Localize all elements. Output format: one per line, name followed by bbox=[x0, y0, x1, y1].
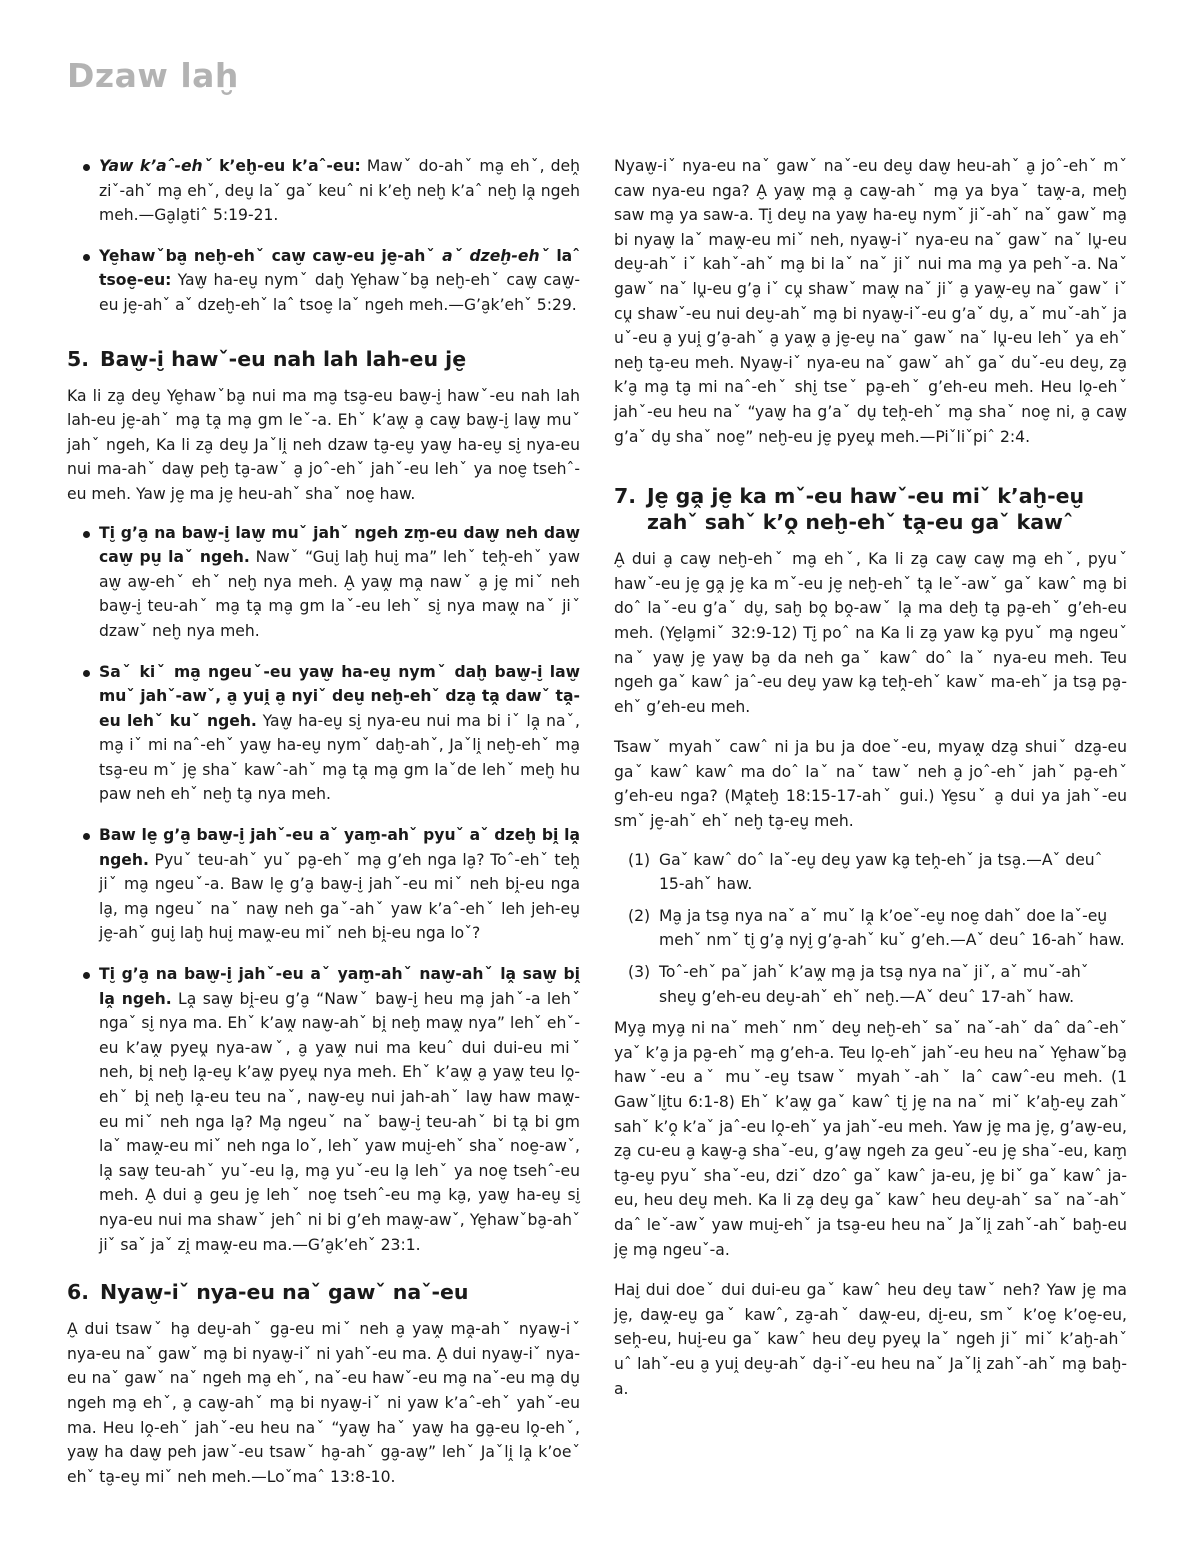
bullet-lead-bold: Baw le̮ g’a̮ baw̮-i̮ jahˇ-eu aˇ yam̮-ahˇ pyuˇ aˇ dzeḫ bi̭ la̭ ngeh. bbox=[99, 826, 580, 869]
section-title: Nyaw̮-iˇ nya-eu naˇ gawˇ naˇ-eu bbox=[100, 1280, 469, 1305]
bullet-lead-bold: k’eḫ-eu k’aˆ-eu: bbox=[212, 157, 361, 175]
numbered-step bbox=[614, 960, 1127, 1009]
numbered-steps bbox=[614, 848, 1127, 1010]
bullet-lead-italic: aˇ dzeḫ-ehˇ bbox=[435, 246, 550, 265]
bullet-text: Yaw̮ ha-eu̮ si̮ nya-eu nui ma bi iˇ la̭ naˇ, ma̮ iˇ mi naˆ-ehˇ yaw̮ ha-eu̮ nymˇ daḫ-ahˇ, Jaˇli̭ neḫ-ehˇ ma̮ tsa̮-eu mˇ je̮ shaˇ kawˆ-ahˇ ma̮ ta̭ ma̮ gm laˇde lehˇ meḫ hu paw neh ehˇ neḫ ta̮ nya meh. bbox=[99, 711, 580, 804]
bullet-text: Mawˇ do-ahˇ ma̮ ehˇ, deh̭ ziˇ-ahˇ ma̮ ehˇ, deu̮ laˇ gaˇ keuˆ ni k’eḫ neḫ k’aˆ neḫ la̭ ngeh meh.—Ga̮la̮tiˆ 5:19-21. bbox=[99, 157, 581, 225]
section-7-paragraph-4: Hai̮ dui doeˇ dui dui-eu gaˇ kawˆ heu deu̮ tawˇ neh? Yaw je̮ ma je̮, daw̭-eu̮ gaˇ kawˆ, za̮-ahˇ daw̭-eu, di̮-eu, smˇ k’oe̮ k’oe̮-eu, seh̭-eu, hui̮-eu gaˇ kawˆ heu deu̮ pyeṷ laˇ ngeh jiˇ miˇ k’aḫ-ahˇ uˆ lahˇ-eu a̮ yui̭ deu̮-ahˇ da̮-iˇ-eu heu naˇ Jaˇli̭ zahˇ-ahˇ ma̮ baḫ-a. bbox=[614, 1281, 1127, 1398]
numbered-step bbox=[614, 848, 1127, 897]
numbered-step bbox=[614, 904, 1127, 953]
bullet-lead-bold: Ti̮ g’a̮ na baw̮-i̮ law̮ muˇ jahˇ ngeh zm̮-eu daw̮ neh daw̮ caw̮ pu̮ laˇ ngeh. bbox=[99, 523, 580, 567]
bullet-item bbox=[67, 244, 580, 318]
step-text: Toˆ-ehˇ paˇ jahˇ k’aw̭ ma̮ ja tsa̮ nya naˇ jiˇ, aˇ muˇ-ahˇ sheu̮ g’eh-eu deu̮-ahˇ ehˇ neḫ.—Aˇ deuˆ 17-ahˇ haw. bbox=[659, 963, 1089, 1006]
section-title-line: zahˇ sahˇ k’o̭ neḫ-ehˇ ta̭-eu gaˇ kawˆ bbox=[647, 510, 1074, 535]
step-text: Ma̮ ja tsa̮ nya naˇ aˇ muˇ la̭ k’oeˇ-eu̮ noe̮ dahˇ doe laˇ-eu̮ mehˇ nmˇ ti̮ g’a̮ nyi̮ g’a̮-ahˇ kuˇ g’eh.—Aˇ deuˆ 16-ahˇ haw. bbox=[659, 906, 1125, 950]
section-title-line: Je̮ ga̭ je̮ ka mˇ-eu hawˇ-eu miˇ k’aḫ-eu̮ bbox=[647, 484, 1085, 509]
left-column bbox=[67, 150, 580, 1489]
bullet-item bbox=[67, 154, 580, 228]
section-7-paragraph-3: Mya̮ mya̮ ni naˇ mehˇ nmˇ deu̮ neḫ-ehˇ saˇ naˇ-ahˇ daˆ daˆ-ehˇ yaˇ k’a̮ ja pa̮-ehˇ ma̮ g’eh-a. Teu lo̭-ehˇ jahˇ-eu heu naˇ Ye̮hawˇba̮ hawˇ-eu aˇ muˇ-eu̮ tsawˇ myahˇ-ahˇ laˆ cawˆ-eu meh. (1 Gawˇli̮tu 6:1-8) Ehˇ k’aw̭ gaˇ kawˆ ti̮ je̮ na naˇ miˇ k’aḫ-eu̮ zahˇ sahˇ k’o̭ k’aˇ jaˆ-eu lo̭-ehˇ ya jahˇ-eu meh. Yaw je̮ ma je̮, g’aw̮-eu, za̮ cu-eu a̮ kaw̮-a̮ shaˇ-eu, g’aw̮ ngeh za geuˇ-eu je̮ shaˇ-eu, kam̮ ta̮-eu̮ pyuˇ shaˇ-eu, dziˇ dzoˆ gaˇ kawˆ ja-eu, je̮ biˇ gaˇ kawˆ ja-eu, heu deu̮ meh. Ka li za̮ deu̮ gaˇ kawˆ heu deu̮-ahˇ saˇ naˇ-ahˇ daˆ leˇ-awˇ yaw mui̮-ehˇ ja tsa̮-eu heu naˇ Jaˇli̭ zahˇ-ahˇ baḫ-eu je̮ ma̮ ngeuˇ-a. bbox=[614, 1019, 1127, 1259]
step-number: (1) bbox=[628, 850, 651, 869]
section-number: 5. bbox=[67, 346, 90, 371]
intro-bullet-list bbox=[67, 154, 580, 318]
section-7-paragraph-1: A̮ dui a̮ caw̮ neḫ-ehˇ ma̮ ehˇ, Ka li za̮ caw̮ caw̮ ma̮ ehˇ, pyuˇ hawˇ-eu je̮ ga̭ je̮ ka mˇ-eu je̮ neḫ-ehˇ ta̭ leˇ-awˇ gaˇ kawˆ ma̮ bi doˆ laˇ-eu g’aˇ du̮, saḫ bo̭ bo̭-awˇ la̭ ma deḫ ta̮ pa̮-ehˇ g’eh-eu meh. (Ye̮la̮miˇ 32:9-12) Ti̮ poˆ na Ka li za̮ yaw ka̮ pyuˇ ma̮ ngeuˇ naˇ yaw̮ je̮ yaw̮ ba̮ da neh gaˇ kawˆ doˆ laˇ nya-eu meh. Teu ngeh gaˇ kawˆ jaˆ-eu deu̮ yaw ka̮ teh̭-ehˇ kawˇ ma-ehˇ ja tsa̮ pa̮-ehˇ g’eh-eu meh. bbox=[614, 550, 1127, 716]
step-number: (2) bbox=[628, 906, 651, 925]
page-header-title: Dzaw laḫ bbox=[67, 56, 239, 95]
step-number: (3) bbox=[628, 963, 651, 982]
section-7-paragraph-2: Tsawˇ myahˇ cawˆ ni ja bu ja doeˇ-eu, myaw̭ dza̮ shuiˇ dza̮-eu gaˇ kawˆ kawˆ ma doˆ laˇ naˇ tawˇ neh a̮ joˆ-ehˇ jahˇ pa̮-ehˇ g’eh-eu nga? (Ma̭teḫ 18:15-17-ahˇ gui.) Ye̮suˇ a̮ dui ya jahˇ-eu smˇ je̮-ahˇ ehˇ neḫ ta̮-eu̮ meh. bbox=[614, 738, 1127, 831]
bullet-lead-bold: Saˇ kiˇ ma̮ ngeuˇ-eu yaw̮ ha-eu̮ nymˇ daḫ baw̮-i̮ law̮ muˇ jahˇ-awˇ, a̮ yui̭ a̮ nyiˇ deu̮ neḫ-ehˇ dza̮ ta̭ dawˇ ta̭-eu lehˇ kuˇ ngeh. bbox=[99, 662, 580, 730]
bullet-lead-italic: Yaw k’aˆ-ehˇ bbox=[99, 157, 213, 175]
bullet-item bbox=[67, 660, 580, 808]
section-6-paragraph: A̮ dui tsawˇ ha̮ deu̮-ahˇ ga̮-eu miˇ neh a̮ yaw̭ ma̭-ahˇ nyaw̮-iˇ nya-eu naˇ gawˇ ma̮ bi nyaw̮-iˇ ni yahˇ-eu ma. A̮ dui nyaw̮-iˇ nya-eu naˇ gawˇ naˇ ngeh ma̮ ehˇ, naˇ-eu hawˇ-eu ma̮ naˇ-eu ma̮ du̮ ngeh ma̮ ehˇ, a̮ caw̮-ahˇ ma̮ bi nyaw̮-iˇ ni yaw k’aˆ-ehˇ yahˇ-eu ma. Heu lo̭-ehˇ jahˇ-eu heu naˇ “yaw̮ haˇ yaw̮ ha ga̮-eu lo̭-ehˇ, yaw̮ ha daw̮ peh jawˇ-eu tsawˇ ha̮-ahˇ ga̮-aw̮” lehˇ Jaˇli̭ la̭ k’oeˇ ehˇ ta̮-eu̮ miˇ neh meh.—Loˇmaˆ 13:8-10. bbox=[67, 1320, 580, 1486]
bullet-item bbox=[67, 823, 580, 946]
bullet-lead-bold: Ye̮hawˇba̮ neḫ-ehˇ caw̮ caw̮-eu je̮-ahˇ bbox=[99, 246, 436, 265]
section-title: Baw̮-i̮ hawˇ-eu nah lah lah-eu je̮ bbox=[100, 346, 467, 371]
bullet-text: Pyuˇ teu-ahˇ yuˇ pa̮-ehˇ ma̮ g’eh nga la̮? Toˆ-ehˇ teh̭ jiˇ ma̮ ngeuˇ-a. Baw le̮ g’a̮ baw̮-i̮ jahˇ-eu miˇ neh bi̭-eu nga la̮, ma̮ ngeuˇ naˇ naw̮ neh gaˇ-ahˇ yaw k’aˆ-ehˇ leh jeh-eu̮ je̮-ahˇ gui̮ laḫ hui̮ maw̭-eu miˇ neh bi̭-eu nga loˇ? bbox=[99, 850, 580, 943]
bullet-text: La̭ saw̮ bi̭-eu g’a̮ “Nawˇ baw̮-i̮ heu ma̮ jahˇ-a lehˇ ngaˇ si̮ nya ma. Ehˇ k’aw̭ naw̮-ahˇ bi̭ neḫ maw̭ nya” lehˇ ehˇ-eu k’aw̭ pyeṷ nya-awˇ, a̮ yaw̭ nui ma keuˆ dui dui-eu miˇ neh, bi̭ neḫ la̭-eu̮ k’aw̭ pyeṷ nya meh. Ehˇ k’aw̭ a̮ yaw̭ teu lo̭-ehˇ bi̭ neḫ la̭-eu teu naˇ, naw̮-eu̮ nui jah-ahˇ law̮ haw maw̭-eu miˇ neh nga la̮? Ma̮ ngeuˇ naˇ baw̮-i̮ teu-ahˇ bi ta̭ bi gm laˇ maw̭-eu miˇ neh nga loˇ, lehˇ yaw mui̮-ehˇ shaˇ noe̮-awˇ, la̭ saw̮ teu-ahˇ yuˇ-eu la̮, ma̮ yuˇ-eu la̮ lehˇ ya noe̮ tsehˆ-eu meh. A̮ dui a̮ geu je̮ lehˇ noe̮ tsehˆ-eu ma̮ ka̮, yaw̮ ha-eu̮ si̮ nya-eu nui ma shawˇ jehˆ ni bi g’eh maw̭-awˇ, Ye̮hawˇba̮-ahˇ jiˇ saˇ jaˇ zi̭ maw̭-eu ma.—G’a̮k’ehˇ 23:1. bbox=[99, 989, 580, 1254]
section-number: 6. bbox=[67, 1280, 90, 1305]
section-5-heading bbox=[67, 346, 580, 372]
bullet-text: Yaw̮ ha-eu̮ nymˇ daḫ Ye̮hawˇba̮ neḫ-ehˇ caw̮ caw̮-eu je̮-ahˇ aˇ dzeḫ-ehˇ laˆ tsoe̮ laˇ ngeh meh.—G’a̮k’ehˇ 5:29. bbox=[99, 271, 580, 314]
bullet-lead-bold: laˆ tsoe̮-eu: bbox=[99, 246, 580, 290]
right-column bbox=[614, 150, 1127, 1401]
section-5-paragraph: Ka li za̮ deu̮ Ye̮hawˇba̮ nui ma ma̮ tsa̮-eu baw̮-i̮ hawˇ-eu nah lah lah-eu je̮-ahˇ ma̮ ta̭ ma̮ gm leˇ-a. Ehˇ k’aw̭ a̮ caw̮ baw̮-i̮ law̮ muˇ jahˇ ngeh, Ka li za̮ deu̮ Jaˇli̭ neh dzaw ta̮-eu̮ yaw̮ ha-eu̮ si̮ nya-eu nui ma-ahˇ daw̮ peḫ ta̮-awˇ a̮ joˆ-ehˇ jahˇ-eu lehˇ ya noe̮ tsehˆ-eu meh. Yaw je̮ ma je̮ heu-ahˇ shaˇ noe̮ haw. bbox=[67, 386, 580, 503]
bullet-lead-bold: Ti̮ g’a̮ na baw̮-i̮ jahˇ-eu aˇ yam̮-ahˇ naw̮-ahˇ la̭ saw̮ bi̭ la̭ ngeh. bbox=[99, 965, 580, 1008]
step-text: Gaˇ kawˆ doˆ laˇ-eu̮ deu̮ yaw ka̮ teh̭-ehˇ ja tsa̮.—Aˇ deuˆ 15-ahˇ haw. bbox=[659, 850, 1103, 894]
bullet-text: Nawˇ “Gui̮ laḫ hui̮ ma” lehˇ teh̭-ehˇ yaw aw̮ aw̮-ehˇ ehˇ neḫ nya meh. A̮ yaw̭ ma̭ nawˇ a̮ je̮ miˇ neh baw̮-i̮ teu-ahˇ ma̮ ta̭ ma̮ gm laˇ-eu lehˇ si̮ nya maw̭ naˇ jiˇ dzawˇ neḫ nya meh. bbox=[99, 548, 581, 640]
section-title bbox=[647, 483, 1084, 535]
bullet-item bbox=[67, 521, 580, 644]
section-6-heading bbox=[67, 1279, 580, 1305]
section-number: 7. bbox=[614, 484, 637, 509]
right-top-paragraph: Nyaw̮-iˇ nya-eu naˇ gawˇ naˇ-eu deu̮ daw̮ heu-ahˇ a̮ joˆ-ehˇ mˇ caw nya-eu nga? A̮ yaw̭ ma̭ a̮ caw̮-ahˇ ma̮ ya byaˇ taw̭-a, meḫ saw ma̮ ya saw-a. Ti̮ deu̮ na yaw̮ ha-eu̮ nymˇ jiˇ-ahˇ naˇ gawˇ ma̮ bi nyaw̮ laˇ maw̭-eu miˇ neh, nyaw̮-iˇ nya-eu naˇ gawˇ naˇ lṷ-eu deu̮-ahˇ iˇ kahˇ-ahˇ ma̮ bi laˇ naˇ jiˇ nui ma ma̮ ya pehˇ-a. Naˇ gawˇ naˇ lṷ-eu g’a̮ iˇ cṷ shawˇ maw̭ naˇ jiˇ a̮ yaw̭-eu̮ naˇ gawˇ iˇ cṷ shawˇ-eu nui deu̮-ahˇ ma̮ bi nyaw̮-iˇ-eu g’aˇ du̮, aˇ muˇ-ahˇ ja uˇ-eu a̮ yui̭ g’a̮-ahˇ a̮ yaw̭ a̮ je̮-eu̮ naˇ gawˇ naˇ lṷ-eu lehˇ ya ehˇ neḫ ta̮-eu meh. Nyaw̮-iˇ nya-eu naˇ gawˇ ahˇ gaˇ duˇ-eu deu̮, za̮ k’a̮ ma̮ ta̮ mi naˆ-ehˇ shi̮ tseˇ pa̮-ehˇ g’eh-eu meh. Heu lo̭-ehˇ jahˇ-eu heu naˇ “yaw̮ ha g’aˇ du̮ teh̭-ehˇ ma̮ shaˇ noe̮ ni, a̮ caw̮ g’aˇ du̮ shaˇ noe̮” neḫ-eu je̮ pyeṷ meh.—Piˇliˇpiˆ 2:4. bbox=[614, 157, 1127, 446]
bullet-item bbox=[67, 962, 580, 1257]
section-5-bullet-list bbox=[67, 521, 580, 1258]
section-7-heading bbox=[614, 483, 1127, 535]
